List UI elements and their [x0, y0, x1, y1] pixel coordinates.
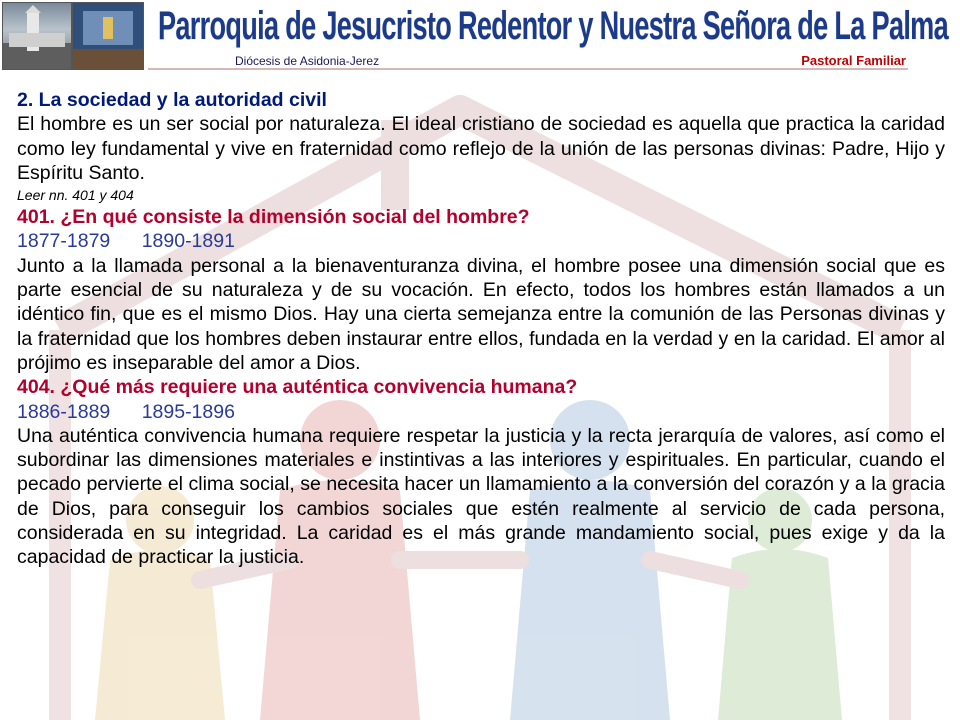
question-title: 404. ¿Qué más requiere una auténtica convivencia humana? — [17, 376, 578, 399]
section-heading: 2. La sociedad y la autoridad civil — [17, 89, 327, 111]
parish-title-text: Parroquia de Jesucristo Redentor y Nuestra Señora de La Palma — [158, 4, 950, 48]
main-content — [17, 88, 945, 570]
reference-range: 1886-1889 — [17, 400, 111, 423]
church-exterior-photo — [2, 2, 72, 70]
parish-title — [150, 0, 956, 52]
question-answer: Una auténtica convivencia humana requiere respetar la justicia y la recta jerarquía de valores, así como el subordinar las dimensiones materiales e instintivas a las interiores y espirituales. En particular, cuando el pecado pervierte el clima social, se necesita hacer un llamamiento a la conversión del corazón y a la gracia de Dios, para conseguir los cambios sociales que estén realmente al servicio de cada persona, considerada en su integridad. La caridad es el más grande mandamiento social, pues exige y da la capacidad de practicar la justicia. — [17, 424, 945, 569]
catechism-references — [17, 400, 945, 424]
catechism-references — [17, 229, 945, 253]
page-header — [0, 0, 960, 72]
question-title: 401. ¿En qué consiste la dimensión social del hombre? — [17, 206, 530, 229]
reference-range: 1890-1891 — [141, 230, 235, 253]
church-interior-photo — [72, 2, 144, 70]
section-intro: El hombre es un ser social por naturaleza. El ideal cristiano de sociedad es aquella que practica la caridad como ley fundamental y vive en fraternidad como reflejo de la unión de las personas divinas: Padre, Hijo y Espíritu Santo. — [17, 113, 945, 184]
reference-range: 1877-1879 — [17, 230, 111, 253]
reading-note: Leer nn. 401 y 404 — [17, 187, 134, 204]
question-answer: Junto a la llamada personal a la bienaventuranza divina, el hombre posee una dimensión social que es parte esencial de su naturaleza y de su vocación. En efecto, todos los hombres están llamados a un idéntico fin, que es el mismo Dios. Hay una cierta semejanza entre la comunión de las Personas divinas y la fraternidad que los hombres deben instaurar entre ellos, fundada en la verdad y en la caridad. El amor al prójimo es inseparable del amor a Dios. — [17, 254, 945, 374]
header-divider — [148, 68, 908, 70]
reference-range: 1895-1896 — [141, 400, 235, 423]
ministry-label: Pastoral Familiar — [801, 53, 906, 68]
diocese-label: Diócesis de Asidonia-Jerez — [235, 54, 380, 68]
